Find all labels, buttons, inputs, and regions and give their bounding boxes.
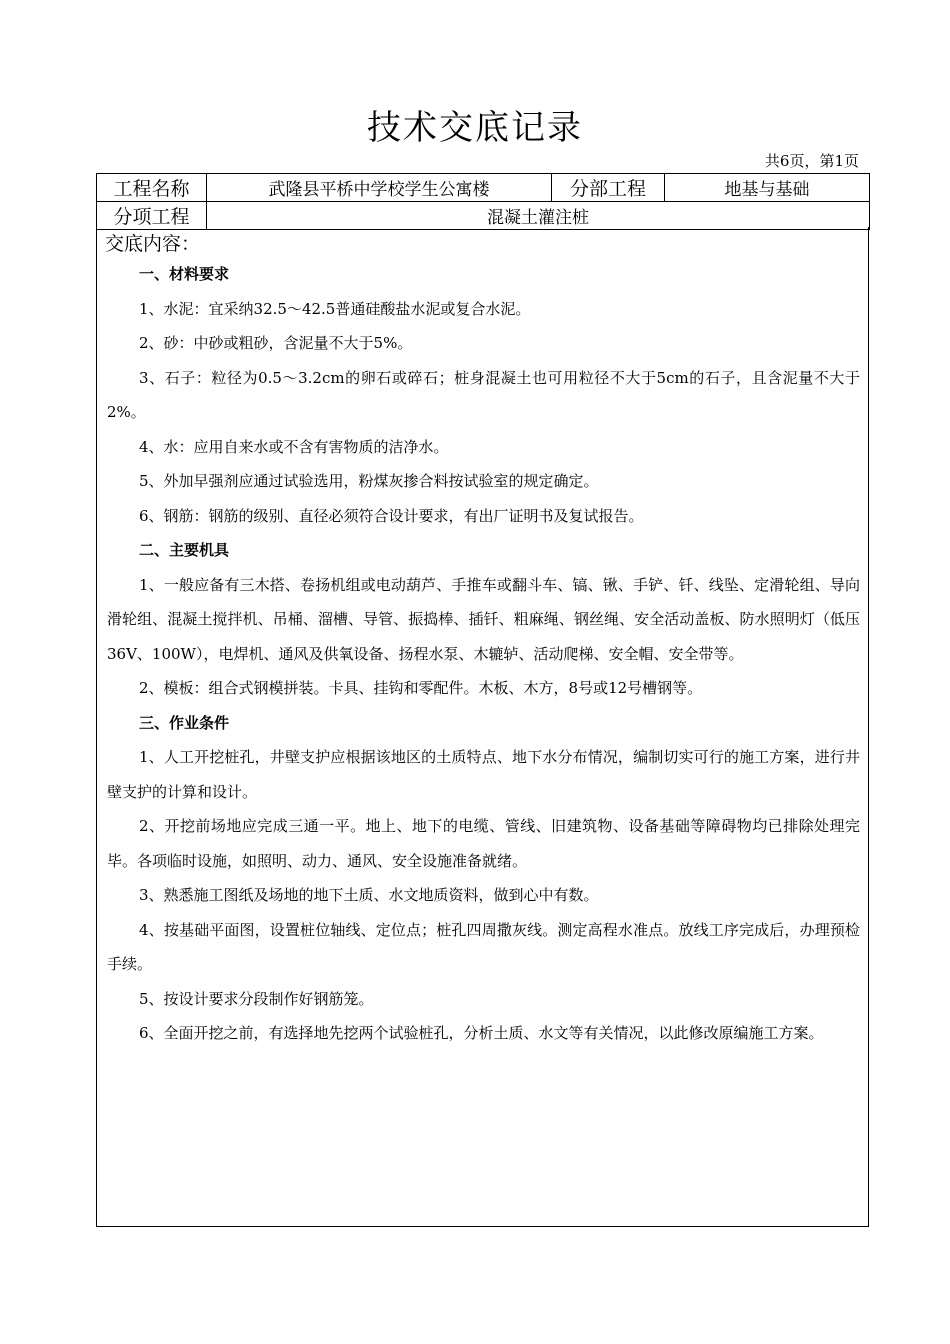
- section-heading: 三、作业条件: [139, 713, 230, 732]
- paragraph: 1、人工开挖桩孔，井壁支护应根据该地区的土质特点、地下水分布情况，编制切实可行的施工方案，进行井壁支护的计算和设计。: [107, 748, 860, 801]
- paragraph: 3、石子：粒径为0.5～3.2cm的卵石或碎石；桩身混凝土也可用粒径不大于5cm的石子，且含泥量不大于2%。: [107, 368, 860, 421]
- paragraph: 4、水：应用自来水或不含有害物质的洁净水。: [139, 437, 449, 456]
- paragraph: 4、按基础平面图，设置桩位轴线、定位点；桩孔四周撒灰线。测定高程水准点。放线工序完成后，办理预检手续。: [107, 920, 860, 973]
- paragraph: 6、钢筋：钢筋的级别、直径必须符合设计要求，有出厂证明书及复试报告。: [139, 506, 644, 525]
- paragraph: 1、水泥：宜采纳32.5～42.5普通硅酸盐水泥或复合水泥。: [139, 299, 531, 318]
- paragraph: 2、开挖前场地应完成三通一平。地上、地下的电缆、管线、旧建筑物、设备基础等障碍物均已排除处理完毕。各项临时设施，如照明、动力、通风、安全设施准备就绪。: [107, 817, 860, 870]
- paragraph: 2、砂：中砂或粗砂，含泥量不大于5%。: [139, 334, 413, 352]
- paragraph: 6、全面开挖之前，有选择地先挖两个试验桩孔，分析土质、水文等有关情况，以此修改原编施工方案。: [139, 1024, 824, 1042]
- paragraph: 1、一般应备有三木搭、卷扬机组或电动葫芦、手推车或翻斗车、镐、锹、手铲、钎、线坠、定滑轮组、导向滑轮组、混凝土搅拌机、吊桶、溜槽、导管、振捣棒、插钎、粗麻绳、钢丝绳、安全活动盖板、防水照明灯（低压36V、100W），电焊机、通风及供氧设备、扬程水泵、木辘轳、活动爬梯、安全帽、安全带等。: [107, 575, 860, 663]
- project-name-label: 工程名称: [97, 174, 207, 202]
- division-value: 地基与基础: [665, 174, 870, 202]
- document-title: 技术交底记录: [367, 108, 583, 148]
- subitem-value: 混凝土灌注桩: [207, 202, 870, 230]
- section-heading: 一、材料要求: [139, 265, 230, 283]
- header-row-1: [97, 174, 870, 202]
- paragraph: 3、熟悉施工图纸及场地的地下土质、水文地质资料，做到心中有数。: [139, 886, 599, 904]
- content-label: 交底内容：: [105, 233, 201, 255]
- header-table: [96, 173, 870, 230]
- content-body: [107, 257, 860, 1051]
- subitem-label: 分项工程: [97, 202, 207, 230]
- project-name-value: 武隆县平桥中学校学生公寓楼: [207, 174, 552, 202]
- paragraph: 2、模板：组合式钢模拼装。卡具、挂钩和零配件。木板、木方，8号或12号槽钢等。: [139, 679, 703, 697]
- page-info: 共6页，第1页: [764, 152, 859, 170]
- content-box: [96, 227, 869, 1227]
- header-row-2: [97, 202, 870, 230]
- division-label: 分部工程: [552, 174, 665, 202]
- paragraph: 5、按设计要求分段制作好钢筋笼。: [139, 989, 374, 1008]
- paragraph: 5、外加早强剂应通过试验选用，粉煤灰掺合料按试验室的规定确定。: [139, 472, 599, 490]
- section-heading: 二、主要机具: [139, 541, 230, 559]
